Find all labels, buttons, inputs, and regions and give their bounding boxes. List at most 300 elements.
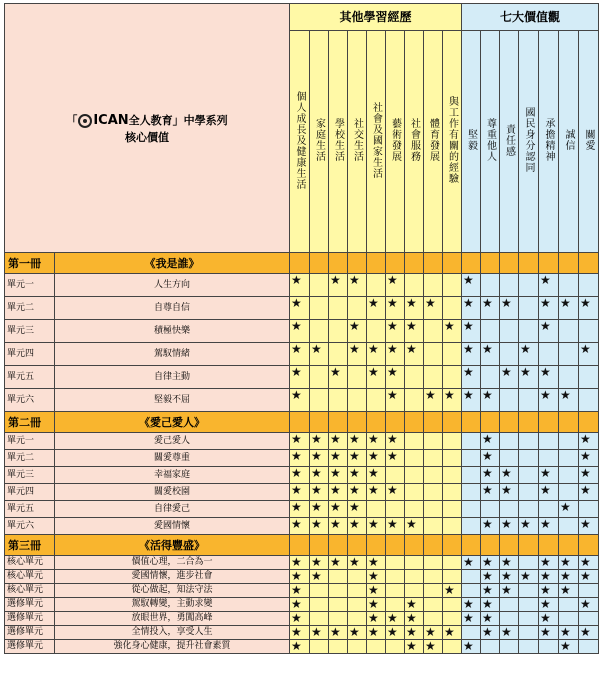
core-value-cell xyxy=(559,556,579,570)
core-value-cell xyxy=(579,366,599,389)
star-icon: ★ xyxy=(291,517,302,531)
column-header-label: 學校生活 xyxy=(332,118,344,162)
core-value-cell xyxy=(519,484,539,501)
core-value-cell xyxy=(579,484,599,501)
star-icon: ★ xyxy=(406,296,417,310)
star-icon: ★ xyxy=(349,555,360,569)
core-value-cell xyxy=(462,467,481,484)
other-learning-cell xyxy=(348,518,367,535)
other-learning-cell xyxy=(329,433,348,450)
other-learning-cell xyxy=(367,626,386,640)
other-learning-cell xyxy=(310,570,329,584)
other-learning-cell xyxy=(443,366,462,389)
other-learning-cell xyxy=(310,274,329,297)
core-value-cell xyxy=(579,274,599,297)
unit-label: 選修單元 xyxy=(5,626,55,640)
core-value-cell xyxy=(539,501,559,518)
core-value-cell xyxy=(519,612,539,626)
book-header-filler xyxy=(519,412,539,433)
core-value-cell xyxy=(500,389,519,412)
star-icon: ★ xyxy=(560,569,571,583)
table-row xyxy=(5,556,599,570)
core-value-cell xyxy=(481,450,500,467)
book-header-filler xyxy=(579,535,599,556)
core-value-cell xyxy=(539,612,559,626)
other-learning-cell xyxy=(329,556,348,570)
core-value-cell xyxy=(559,484,579,501)
other-learning-cell xyxy=(290,640,310,654)
other-learning-cell xyxy=(386,320,405,343)
core-value-cell xyxy=(462,570,481,584)
star-icon: ★ xyxy=(540,365,551,379)
core-value-cell xyxy=(559,570,579,584)
star-icon: ★ xyxy=(330,449,341,463)
other-learning-cell xyxy=(367,570,386,584)
core-value-cell xyxy=(519,389,539,412)
other-learning-cell xyxy=(424,626,443,640)
unit-topic: 幸福家庭 xyxy=(55,467,290,484)
table-row xyxy=(5,450,599,467)
core-value-cell xyxy=(462,640,481,654)
star-icon: ★ xyxy=(540,296,551,310)
other-learning-cell xyxy=(290,518,310,535)
other-learning-cell xyxy=(348,484,367,501)
other-learning-cell xyxy=(424,518,443,535)
other-learning-cell xyxy=(424,598,443,612)
star-icon: ★ xyxy=(291,483,302,497)
column-header-other xyxy=(424,31,443,253)
other-learning-cell xyxy=(310,598,329,612)
star-icon: ★ xyxy=(482,388,493,402)
core-value-cell xyxy=(559,598,579,612)
book-header-row xyxy=(5,253,599,274)
column-header-label: 社會及國家生活 xyxy=(370,101,382,179)
book-header-filler xyxy=(462,253,481,274)
star-icon: ★ xyxy=(291,555,302,569)
column-header-value xyxy=(500,31,519,253)
other-learning-cell xyxy=(329,598,348,612)
star-icon: ★ xyxy=(368,611,379,625)
other-learning-header: 其他學習經歷 xyxy=(290,4,462,31)
column-header-other xyxy=(405,31,424,253)
other-learning-cell xyxy=(310,389,329,412)
star-icon: ★ xyxy=(330,466,341,480)
star-icon: ★ xyxy=(501,483,512,497)
other-learning-cell xyxy=(367,518,386,535)
table-row xyxy=(5,320,599,343)
other-learning-cell xyxy=(443,450,462,467)
unit-topic: 堅毅不屈 xyxy=(55,389,290,412)
book-header-row xyxy=(5,412,599,433)
book-header-filler xyxy=(424,412,443,433)
other-learning-cell xyxy=(329,343,348,366)
core-value-cell xyxy=(500,501,519,518)
other-learning-cell xyxy=(290,467,310,484)
other-learning-cell xyxy=(424,584,443,598)
star-icon: ★ xyxy=(463,388,474,402)
core-value-cell xyxy=(519,366,539,389)
star-icon: ★ xyxy=(368,432,379,446)
column-header-other xyxy=(386,31,405,253)
core-value-cell xyxy=(481,584,500,598)
star-icon: ★ xyxy=(349,466,360,480)
star-icon: ★ xyxy=(463,342,474,356)
star-icon: ★ xyxy=(311,342,322,356)
core-value-cell xyxy=(559,450,579,467)
book-header-filler xyxy=(443,253,462,274)
star-icon: ★ xyxy=(330,517,341,531)
core-value-cell xyxy=(481,433,500,450)
core-value-cell xyxy=(500,518,519,535)
unit-topic: 從心做起，知法守法 xyxy=(55,584,290,598)
other-learning-cell xyxy=(367,366,386,389)
star-icon: ★ xyxy=(560,500,571,514)
other-learning-cell xyxy=(405,467,424,484)
other-learning-cell xyxy=(310,366,329,389)
core-value-cell xyxy=(500,467,519,484)
column-header-label: 誠信 xyxy=(563,129,574,151)
column-header-other xyxy=(348,31,367,253)
star-icon: ★ xyxy=(368,296,379,310)
other-learning-cell xyxy=(367,433,386,450)
star-icon: ★ xyxy=(291,319,302,333)
other-learning-cell xyxy=(424,570,443,584)
column-header-label: 與工作有關的經驗 xyxy=(446,96,458,184)
column-header-value xyxy=(519,31,539,253)
core-value-cell xyxy=(579,320,599,343)
column-header-label: 國民身分認同 xyxy=(523,107,534,173)
core-value-cell xyxy=(481,501,500,518)
core-value-cell xyxy=(500,484,519,501)
other-learning-cell xyxy=(443,467,462,484)
star-icon: ★ xyxy=(425,625,436,639)
core-value-cell xyxy=(559,584,579,598)
unit-label: 單元一 xyxy=(5,433,55,450)
other-learning-cell xyxy=(329,626,348,640)
other-learning-cell xyxy=(405,626,424,640)
star-icon: ★ xyxy=(444,583,455,597)
core-value-cell xyxy=(559,366,579,389)
star-icon: ★ xyxy=(444,625,455,639)
star-icon: ★ xyxy=(425,296,436,310)
column-header-other xyxy=(329,31,348,253)
other-learning-cell xyxy=(386,467,405,484)
book-header-filler xyxy=(462,535,481,556)
core-value-cell xyxy=(539,556,559,570)
core-value-cell xyxy=(579,433,599,450)
other-learning-cell xyxy=(290,484,310,501)
other-learning-cell xyxy=(424,297,443,320)
unit-topic: 愛國情懷，進步社會 xyxy=(55,570,290,584)
core-value-cell xyxy=(500,320,519,343)
other-learning-cell xyxy=(290,433,310,450)
core-value-cell xyxy=(559,612,579,626)
other-learning-cell xyxy=(290,320,310,343)
other-learning-cell xyxy=(386,343,405,366)
core-value-cell xyxy=(500,366,519,389)
other-learning-cell xyxy=(329,274,348,297)
other-learning-cell xyxy=(405,518,424,535)
star-icon: ★ xyxy=(330,625,341,639)
other-learning-cell xyxy=(348,640,367,654)
book-header-filler xyxy=(310,535,329,556)
core-value-cell xyxy=(481,598,500,612)
other-learning-cell xyxy=(386,274,405,297)
core-value-cell xyxy=(539,274,559,297)
other-learning-cell xyxy=(348,570,367,584)
table-row xyxy=(5,343,599,366)
star-icon: ★ xyxy=(463,597,474,611)
star-icon: ★ xyxy=(311,483,322,497)
unit-topic: 人生方向 xyxy=(55,274,290,297)
star-icon: ★ xyxy=(580,432,591,446)
unit-label: 單元二 xyxy=(5,450,55,467)
other-learning-cell xyxy=(386,570,405,584)
other-learning-cell xyxy=(348,366,367,389)
core-value-cell xyxy=(579,518,599,535)
book-header-filler xyxy=(310,253,329,274)
other-learning-cell xyxy=(367,343,386,366)
core-value-cell xyxy=(579,297,599,320)
core-value-cell xyxy=(481,556,500,570)
core-value-cell xyxy=(500,584,519,598)
other-learning-cell xyxy=(443,640,462,654)
star-icon: ★ xyxy=(387,273,398,287)
other-learning-cell xyxy=(348,450,367,467)
other-learning-cell xyxy=(443,320,462,343)
star-icon: ★ xyxy=(482,611,493,625)
core-value-cell xyxy=(539,467,559,484)
book-header-filler xyxy=(443,412,462,433)
other-learning-cell xyxy=(348,297,367,320)
core-value-cell xyxy=(500,450,519,467)
core-value-cell xyxy=(579,556,599,570)
star-icon: ★ xyxy=(311,625,322,639)
star-icon: ★ xyxy=(580,449,591,463)
core-value-cell xyxy=(579,612,599,626)
star-icon: ★ xyxy=(368,555,379,569)
star-icon: ★ xyxy=(540,483,551,497)
star-icon: ★ xyxy=(349,483,360,497)
core-value-cell xyxy=(559,274,579,297)
core-value-cell xyxy=(481,343,500,366)
core-value-cell xyxy=(579,640,599,654)
star-icon: ★ xyxy=(330,483,341,497)
other-learning-cell xyxy=(329,484,348,501)
star-icon: ★ xyxy=(387,319,398,333)
curriculum-table xyxy=(4,3,599,654)
other-learning-cell xyxy=(424,612,443,626)
other-learning-cell xyxy=(348,501,367,518)
other-learning-cell xyxy=(329,584,348,598)
unit-topic: 自尊自信 xyxy=(55,297,290,320)
unit-topic: 駕馭轉變，主動求變 xyxy=(55,598,290,612)
core-value-cell xyxy=(519,343,539,366)
core-value-cell xyxy=(519,320,539,343)
star-icon: ★ xyxy=(482,466,493,480)
star-icon: ★ xyxy=(368,365,379,379)
star-icon: ★ xyxy=(291,296,302,310)
other-learning-cell xyxy=(367,484,386,501)
star-icon: ★ xyxy=(482,483,493,497)
star-icon: ★ xyxy=(463,555,474,569)
unit-label: 單元三 xyxy=(5,320,55,343)
other-learning-cell xyxy=(443,612,462,626)
star-icon: ★ xyxy=(330,273,341,287)
core-value-cell xyxy=(462,274,481,297)
unit-label: 單元一 xyxy=(5,274,55,297)
star-icon: ★ xyxy=(560,388,571,402)
other-learning-cell xyxy=(424,343,443,366)
core-value-cell xyxy=(481,626,500,640)
other-learning-cell xyxy=(443,501,462,518)
star-icon: ★ xyxy=(520,365,531,379)
unit-topic: 愛己愛人 xyxy=(55,433,290,450)
core-value-cell xyxy=(481,274,500,297)
other-learning-cell xyxy=(424,274,443,297)
column-header-value xyxy=(481,31,500,253)
table-row xyxy=(5,612,599,626)
core-value-cell xyxy=(539,450,559,467)
other-learning-cell xyxy=(290,501,310,518)
star-icon: ★ xyxy=(501,517,512,531)
other-learning-cell xyxy=(348,626,367,640)
other-learning-cell xyxy=(329,612,348,626)
core-value-cell xyxy=(481,640,500,654)
star-icon: ★ xyxy=(291,625,302,639)
star-icon: ★ xyxy=(291,500,302,514)
other-learning-cell xyxy=(405,584,424,598)
other-learning-cell xyxy=(348,389,367,412)
column-header-label: 藝術發展 xyxy=(389,118,401,162)
star-icon: ★ xyxy=(580,597,591,611)
star-icon: ★ xyxy=(349,500,360,514)
core-value-cell xyxy=(539,584,559,598)
other-learning-cell xyxy=(329,297,348,320)
core-value-cell xyxy=(539,343,559,366)
other-learning-cell xyxy=(443,626,462,640)
core-value-cell xyxy=(462,612,481,626)
header-group-row xyxy=(5,4,599,31)
core-value-cell xyxy=(579,626,599,640)
other-learning-cell xyxy=(310,450,329,467)
star-icon: ★ xyxy=(540,611,551,625)
other-learning-cell xyxy=(290,274,310,297)
column-header-label: 個人成長及健康生活 xyxy=(294,90,305,190)
other-learning-cell xyxy=(348,556,367,570)
star-icon: ★ xyxy=(330,365,341,379)
other-learning-cell xyxy=(348,467,367,484)
book-header-filler xyxy=(290,535,310,556)
star-icon: ★ xyxy=(291,597,302,611)
core-value-cell xyxy=(500,612,519,626)
core-value-cell xyxy=(579,467,599,484)
other-learning-cell xyxy=(367,467,386,484)
core-value-cell xyxy=(462,584,481,598)
other-learning-cell xyxy=(424,640,443,654)
core-value-cell xyxy=(539,366,559,389)
book-header-filler xyxy=(559,412,579,433)
other-learning-cell xyxy=(290,450,310,467)
star-icon: ★ xyxy=(368,569,379,583)
book-header-filler xyxy=(386,535,405,556)
core-value-cell xyxy=(462,433,481,450)
other-learning-cell xyxy=(290,584,310,598)
book-label: 第二冊 xyxy=(5,412,55,433)
column-header-label: 承擔精神 xyxy=(543,118,554,162)
star-icon: ★ xyxy=(425,388,436,402)
star-icon: ★ xyxy=(482,555,493,569)
other-learning-cell xyxy=(405,433,424,450)
core-value-cell xyxy=(579,570,599,584)
other-learning-cell xyxy=(424,433,443,450)
star-icon: ★ xyxy=(482,432,493,446)
star-icon: ★ xyxy=(349,625,360,639)
book-header-filler xyxy=(290,412,310,433)
star-icon: ★ xyxy=(501,583,512,597)
series-subtitle: 核心價值 xyxy=(125,130,169,144)
star-icon: ★ xyxy=(482,342,493,356)
other-learning-cell xyxy=(329,389,348,412)
book-header-filler xyxy=(329,412,348,433)
star-icon: ★ xyxy=(501,296,512,310)
star-icon: ★ xyxy=(540,555,551,569)
star-icon: ★ xyxy=(291,388,302,402)
core-value-cell xyxy=(559,626,579,640)
core-value-cell xyxy=(500,598,519,612)
star-icon: ★ xyxy=(330,500,341,514)
star-icon: ★ xyxy=(311,569,322,583)
unit-label: 單元五 xyxy=(5,366,55,389)
other-learning-cell xyxy=(443,433,462,450)
star-icon: ★ xyxy=(482,296,493,310)
unit-topic: 自律愛己 xyxy=(55,501,290,518)
core-value-cell xyxy=(559,518,579,535)
unit-topic: 關愛校園 xyxy=(55,484,290,501)
other-learning-cell xyxy=(348,343,367,366)
core-value-cell xyxy=(519,640,539,654)
book-header-filler xyxy=(348,535,367,556)
other-learning-cell xyxy=(443,297,462,320)
star-icon: ★ xyxy=(291,449,302,463)
book-header-filler xyxy=(443,535,462,556)
star-icon: ★ xyxy=(580,517,591,531)
star-icon: ★ xyxy=(520,569,531,583)
book-header-filler xyxy=(386,412,405,433)
other-learning-cell xyxy=(348,274,367,297)
unit-topic: 關愛尊重 xyxy=(55,450,290,467)
other-learning-cell xyxy=(367,274,386,297)
star-icon: ★ xyxy=(387,296,398,310)
star-icon: ★ xyxy=(311,449,322,463)
table-row xyxy=(5,626,599,640)
other-learning-cell xyxy=(367,297,386,320)
star-icon: ★ xyxy=(482,583,493,597)
core-value-cell xyxy=(559,433,579,450)
star-icon: ★ xyxy=(501,569,512,583)
unit-topic: 價值心理，二合為一 xyxy=(55,556,290,570)
star-icon: ★ xyxy=(540,388,551,402)
star-icon: ★ xyxy=(368,342,379,356)
core-value-cell xyxy=(539,297,559,320)
core-value-cell xyxy=(500,433,519,450)
star-icon: ★ xyxy=(291,365,302,379)
star-icon: ★ xyxy=(520,342,531,356)
core-value-cell xyxy=(539,640,559,654)
other-learning-cell xyxy=(310,626,329,640)
star-icon: ★ xyxy=(291,273,302,287)
star-icon: ★ xyxy=(540,517,551,531)
